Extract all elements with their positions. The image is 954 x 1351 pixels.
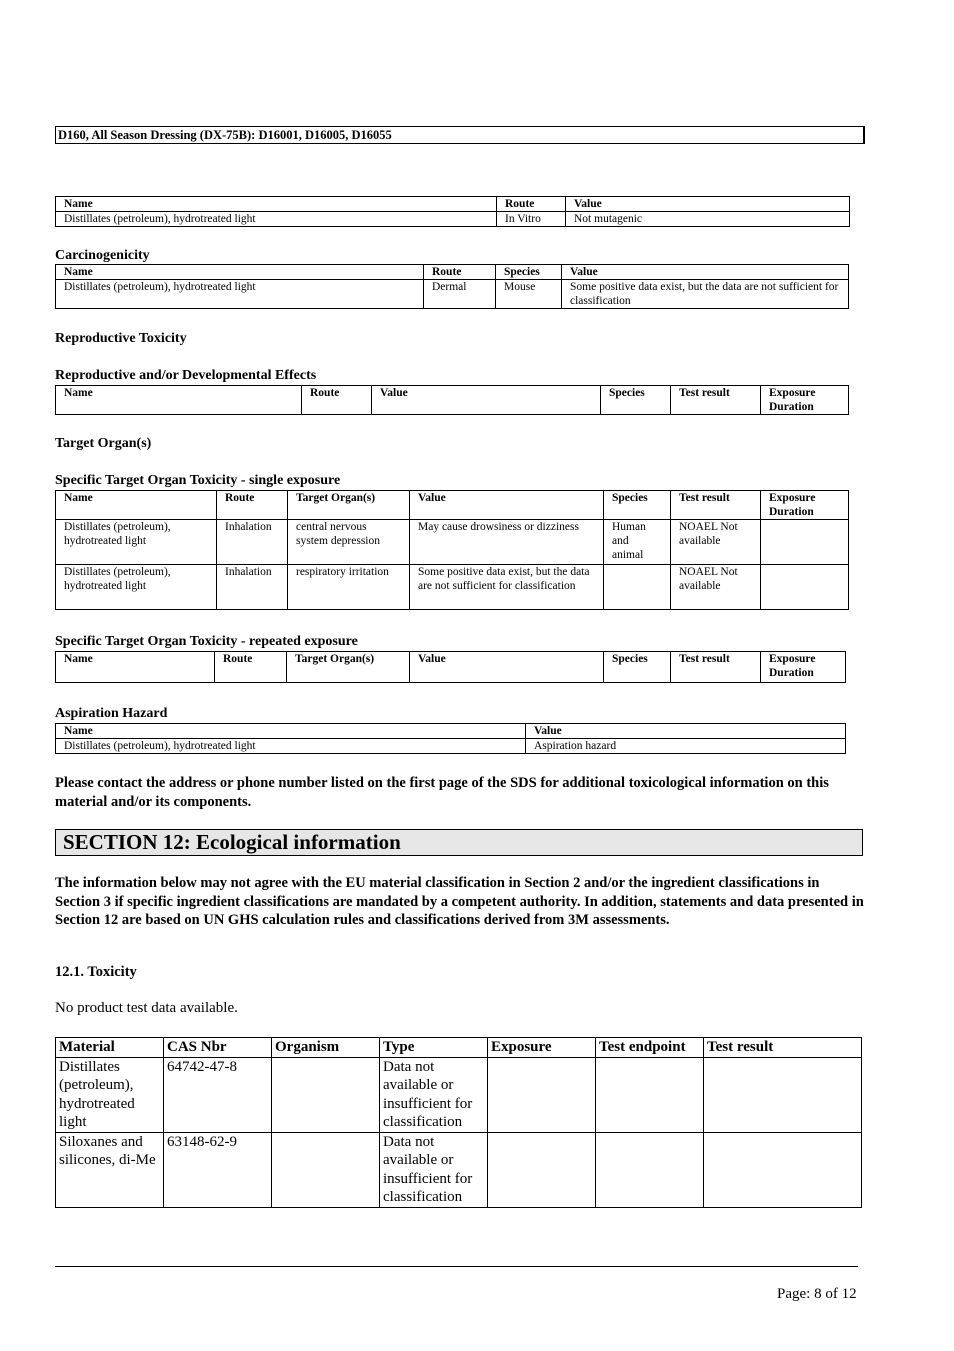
col-header: Target Organ(s) [288, 491, 410, 520]
cell: Distillates (petroleum), hydrotreated light [56, 520, 217, 565]
cell: Inhalation [217, 565, 288, 610]
carcinogenicity-heading: Carcinogenicity [55, 248, 150, 263]
cell: Some positive data exist, but the data are not sufficient for classification [410, 565, 604, 610]
col-header: Route [215, 652, 287, 683]
table-row [56, 739, 846, 754]
col-header: Value [410, 491, 604, 520]
cell: In Vitro [497, 212, 566, 227]
section-12-title: SECTION 12: Ecological information [55, 829, 863, 856]
cell: 64742-47-8 [164, 1057, 272, 1132]
col-header: Exposure Duration [761, 386, 849, 415]
cell: Mouse [496, 280, 562, 309]
cell: Distillates (petroleum), hydrotreated light [56, 565, 217, 610]
col-header: Name [56, 197, 497, 212]
col-header: CAS Nbr [164, 1038, 272, 1058]
col-header: Name [56, 724, 526, 739]
carcinogenicity-table [55, 264, 849, 309]
cell [704, 1057, 862, 1132]
repro-effects-table [55, 385, 849, 415]
col-header: Organism [272, 1038, 380, 1058]
stot-single-table [55, 490, 849, 610]
cell: Dermal [424, 280, 496, 309]
col-header: Species [604, 491, 671, 520]
cell: Distillates (petroleum), hydrotreated light [56, 212, 497, 227]
col-header: Route [302, 386, 372, 415]
col-header: Name [56, 491, 217, 520]
table-row [56, 1057, 862, 1132]
col-header: Type [380, 1038, 488, 1058]
col-header: Value [566, 197, 850, 212]
cell: Siloxanes and silicones, di-Me [56, 1132, 164, 1207]
cell: Data not available or insufficient for classification [380, 1132, 488, 1207]
cell: Data not available or insufficient for classification [380, 1057, 488, 1132]
cell: central nervous system depression [288, 520, 410, 565]
col-header: Route [217, 491, 288, 520]
col-header: Route [424, 265, 496, 280]
cell [596, 1057, 704, 1132]
cell [488, 1132, 596, 1207]
cell [272, 1057, 380, 1132]
cell: Inhalation [217, 520, 288, 565]
cell: May cause drowsiness or dizziness [410, 520, 604, 565]
col-header: Species [496, 265, 562, 280]
col-header: Test result [671, 386, 761, 415]
col-header: Test endpoint [596, 1038, 704, 1058]
cell: 63148-62-9 [164, 1132, 272, 1207]
col-header: Test result [671, 491, 761, 520]
col-header: Exposure Duration [761, 491, 849, 520]
table-row [56, 1132, 862, 1207]
section-12-intro: The information below may not agree with the EU material classification in Section 2 and/or the ingredient classifications in Section 3 if specific ingredient classifications are mandated by a competent authority. In addition, statements and data presented in Section 12 are based on UN GHS calculation rules and classifications derived from 3M assessments. [55, 875, 864, 928]
col-header: Exposure [488, 1038, 596, 1058]
page-number: Page: 8 of 12 [777, 1286, 857, 1302]
aspiration-table [55, 723, 846, 754]
cell [488, 1057, 596, 1132]
cell: Distillates (petroleum), hydrotreated light [56, 739, 526, 754]
toxicity-subheading: 12.1. Toxicity [55, 964, 137, 980]
col-header: Species [604, 652, 671, 683]
table-row [56, 565, 849, 610]
cell: NOAEL Not available [671, 565, 761, 610]
col-header: Value [526, 724, 846, 739]
aspiration-heading: Aspiration Hazard [55, 706, 168, 721]
cell: Some positive data exist, but the data are not sufficient for classification [562, 280, 849, 309]
ecotoxicity-table [55, 1037, 862, 1208]
table-row [56, 280, 849, 309]
document-header: D160, All Season Dressing (DX-75B): D16001, D16005, D16055 [55, 126, 865, 144]
cell [761, 565, 849, 610]
cell: Human and animal [604, 520, 671, 565]
cell [596, 1132, 704, 1207]
stot-repeated-heading: Specific Target Organ Toxicity - repeated exposure [55, 634, 358, 649]
cell: respiratory irritation [288, 565, 410, 610]
col-header: Target Organ(s) [287, 652, 410, 683]
cell [272, 1132, 380, 1207]
mutagenicity-table [55, 196, 850, 227]
cell [761, 520, 849, 565]
stot-single-heading: Specific Target Organ Toxicity - single exposure [55, 473, 341, 488]
col-header: Name [56, 652, 215, 683]
footer-divider [55, 1266, 858, 1267]
repro-effects-heading: Reproductive and/or Developmental Effects [55, 368, 317, 383]
stot-repeated-table [55, 651, 846, 683]
col-header: Value [372, 386, 601, 415]
col-header: Test result [671, 652, 761, 683]
col-header: Exposure Duration [761, 652, 846, 683]
target-organs-heading: Target Organ(s) [55, 436, 152, 451]
no-data-note: No product test data available. [55, 1000, 238, 1016]
col-header: Route [497, 197, 566, 212]
reproductive-toxicity-heading: Reproductive Toxicity [55, 331, 187, 346]
col-header: Material [56, 1038, 164, 1058]
col-header: Test result [704, 1038, 862, 1058]
cell: Aspiration hazard [526, 739, 846, 754]
col-header: Name [56, 386, 302, 415]
contact-note: Please contact the address or phone number listed on the first page of the SDS for additional toxicological information on this material and/or its components. [55, 775, 829, 810]
col-header: Value [562, 265, 849, 280]
cell: Not mutagenic [566, 212, 850, 227]
table-row [56, 212, 850, 227]
col-header: Name [56, 265, 424, 280]
cell [604, 565, 671, 610]
cell: Distillates (petroleum), hydrotreated light [56, 280, 424, 309]
cell: NOAEL Not available [671, 520, 761, 565]
cell: Distillates (petroleum), hydrotreated light [56, 1057, 164, 1132]
col-header: Value [410, 652, 604, 683]
col-header: Species [601, 386, 671, 415]
cell [704, 1132, 862, 1207]
table-row [56, 520, 849, 565]
